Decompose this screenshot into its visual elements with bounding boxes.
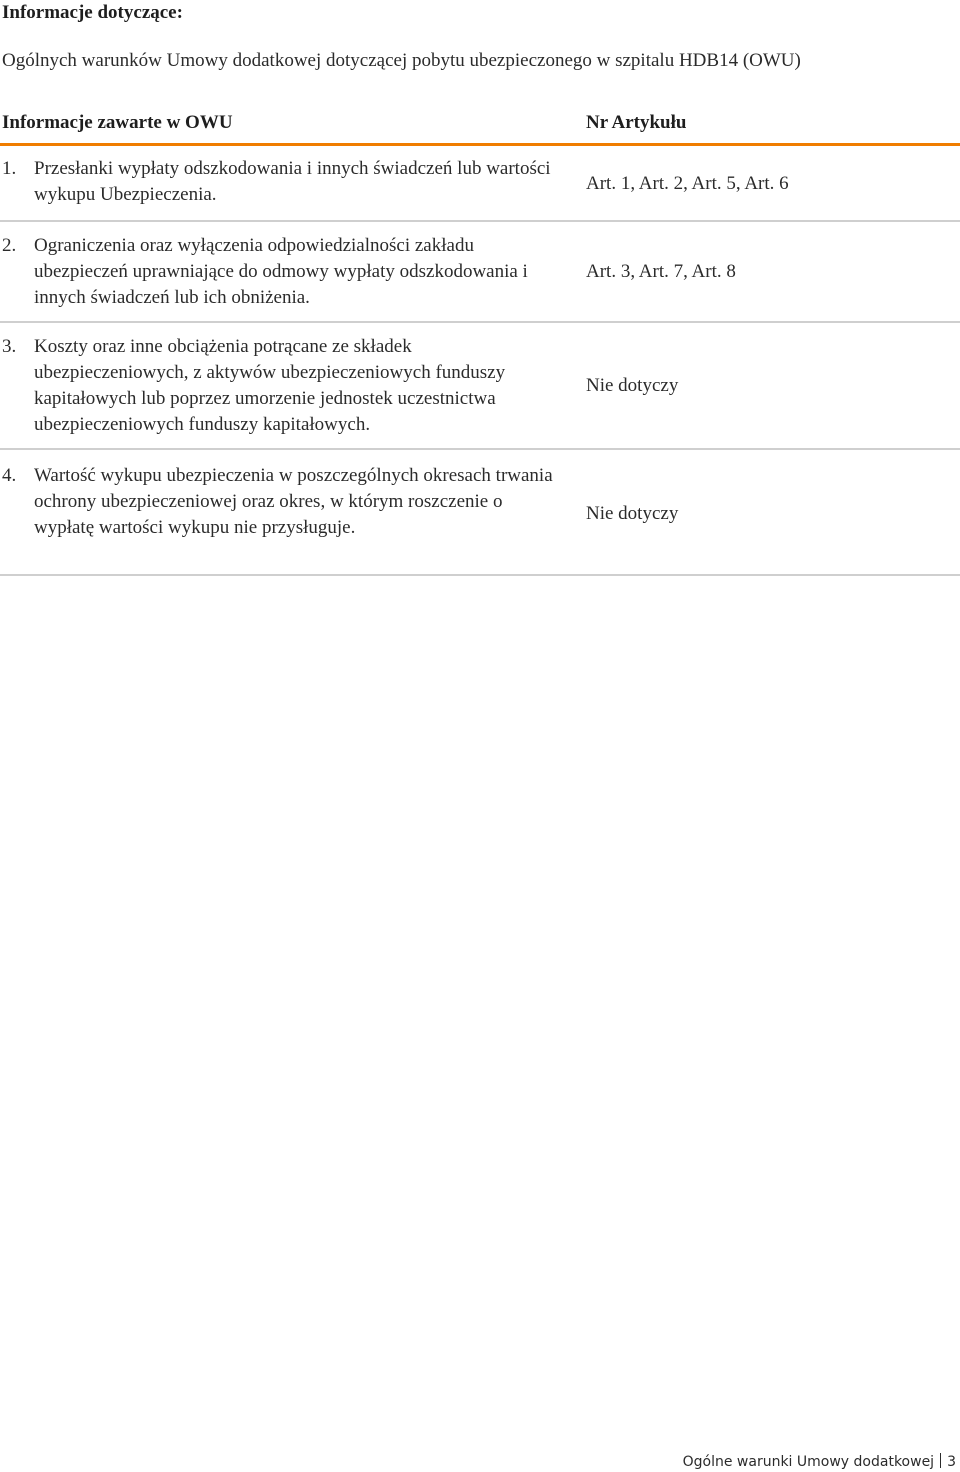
row-article-cell: Art. 3, Art. 7, Art. 8 [586, 261, 736, 282]
row-description: Przesłanki wypłaty odszkodowania i innych świadczeń lub wartości wykupu Ubezpieczenia. [34, 158, 551, 205]
row-info-cell [2, 463, 562, 541]
row-number: 1. [2, 158, 17, 179]
row-info-cell [2, 233, 562, 311]
page-footer [683, 1453, 956, 1470]
row-article-cell: Nie dotyczy [586, 375, 679, 396]
row-number: 3. [2, 336, 17, 357]
table-row [0, 146, 960, 222]
table-row [0, 450, 960, 576]
row-description: Ograniczenia oraz wyłączenia odpowiedzialności zakładu ubezpieczeń uprawniające do odmowy wypłaty odszkodowania i innych świadczeń lub ich obniżenia. [34, 235, 528, 308]
row-info-cell [2, 156, 562, 208]
row-article-cell: Nie dotyczy [586, 503, 679, 524]
table-header [0, 108, 960, 146]
column-header-info: Informacje zawarte w OWU [2, 112, 233, 133]
row-number: 2. [2, 235, 17, 256]
row-description: Wartość wykupu ubezpieczenia w poszczególnych okresach trwania ochrony ubezpieczeniowej oraz okres, w którym roszczenie o wypłatę wartości wykupu nie przysługuje. [34, 465, 553, 538]
page-number: 3 [947, 1454, 956, 1470]
row-info-cell [2, 334, 562, 438]
row-description: Koszty oraz inne obciążenia potrącane ze składek ubezpieczeniowych, z aktywów ubezpieczeniowych funduszy kapitałowych lub poprzez umorzenie jednostek uczestnictwa ubezpieczeniowych funduszy kapitałowych. [34, 336, 506, 435]
row-article-cell: Art. 1, Art. 2, Art. 5, Art. 6 [586, 173, 789, 194]
owu-info-table [0, 108, 960, 576]
table-row [0, 323, 960, 450]
footer-label: Ogólne warunki Umowy dodatkowej [682, 1454, 935, 1470]
document-subtitle: Ogólnych warunków Umowy dodatkowej dotyczącej pobytu ubezpieczonego w szpitalu HDB14 (OWU) [2, 50, 801, 71]
column-header-article: Nr Artykułu [586, 112, 687, 133]
footer-separator [940, 1453, 941, 1468]
section-heading: Informacje dotyczące: [2, 2, 183, 23]
table-row [0, 222, 960, 323]
row-number: 4. [2, 465, 17, 486]
